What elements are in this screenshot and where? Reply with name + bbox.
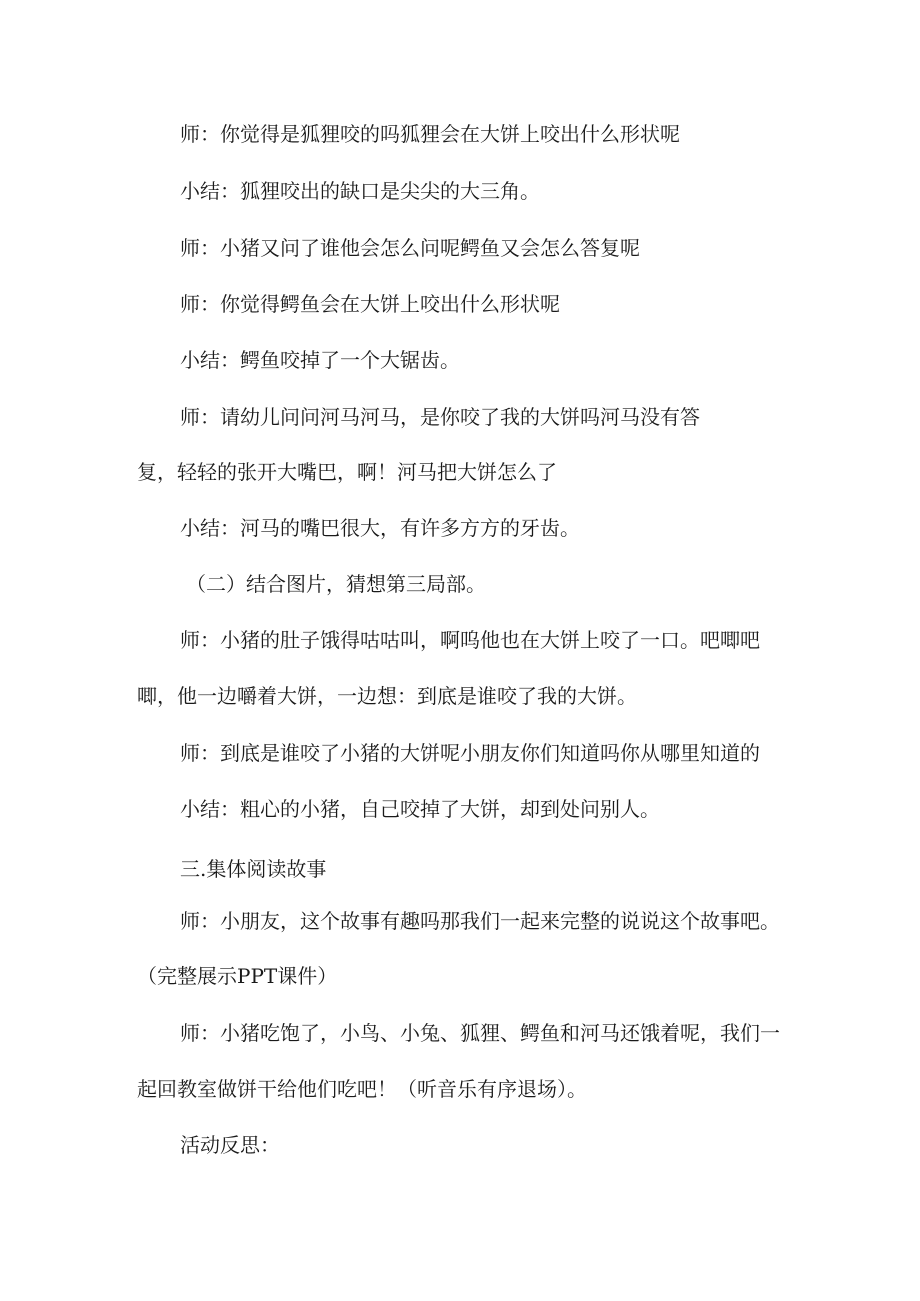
paragraph-line: 师：你觉得鳄鱼会在大饼上咬出什么形状呢 <box>180 292 560 316</box>
summary-line: 小结：狐狸咬出的缺口是尖尖的大三角。 <box>180 179 540 203</box>
paragraph-continuation-line: （完整展示PPT课件） <box>137 964 338 988</box>
paragraph-continuation-line: 唧，他一边嚼着大饼，一边想：到底是谁咬了我的大饼。 <box>137 684 637 708</box>
paragraph-continuation-line: 起回教室做饼干给他们吃吧！（听音乐有序退场）。 <box>137 1077 587 1101</box>
paragraph-line: 师：到底是谁咬了小猪的大饼呢小朋友你们知道吗你从哪里知道的 <box>180 741 760 765</box>
section-heading: 活动反思： <box>180 1133 280 1157</box>
paragraph-line: 师：小朋友，这个故事有趣吗那我们一起来完整的说说这个故事吧。 <box>180 909 780 933</box>
section-heading: （二）结合图片，猜想第三局部。 <box>186 572 486 596</box>
paragraph-line: 师：请幼儿问问河马河马，是你咬了我的大饼吗河马没有答 <box>180 405 700 429</box>
paragraph-line: 师：小猪又问了谁他会怎么问呢鳄鱼又会怎么答复呢 <box>180 236 640 260</box>
paragraph-line: 师：你觉得是狐狸咬的吗狐狸会在大饼上咬出什么形状呢 <box>180 122 680 146</box>
section-heading: 三.集体阅读故事 <box>180 857 327 881</box>
paragraph-line: 师：小猪的肚子饿得咕咕叫，啊呜他也在大饼上咬了一口。吧唧吧 <box>180 628 760 652</box>
summary-line: 小结：鳄鱼咬掉了一个大锯齿。 <box>180 348 460 372</box>
paragraph-continuation-line: 复，轻轻的张开大嘴巴，啊！河马把大饼怎么了 <box>137 460 557 484</box>
paragraph-line: 师：小猪吃饱了，小鸟、小兔、狐狸、鳄鱼和河马还饿着呢，我们一 <box>180 1021 780 1045</box>
summary-line: 小结：河马的嘴巴很大，有许多方方的牙齿。 <box>180 516 580 540</box>
summary-line: 小结：粗心的小猪，自己咬掉了大饼，却到处问别人。 <box>180 797 660 821</box>
